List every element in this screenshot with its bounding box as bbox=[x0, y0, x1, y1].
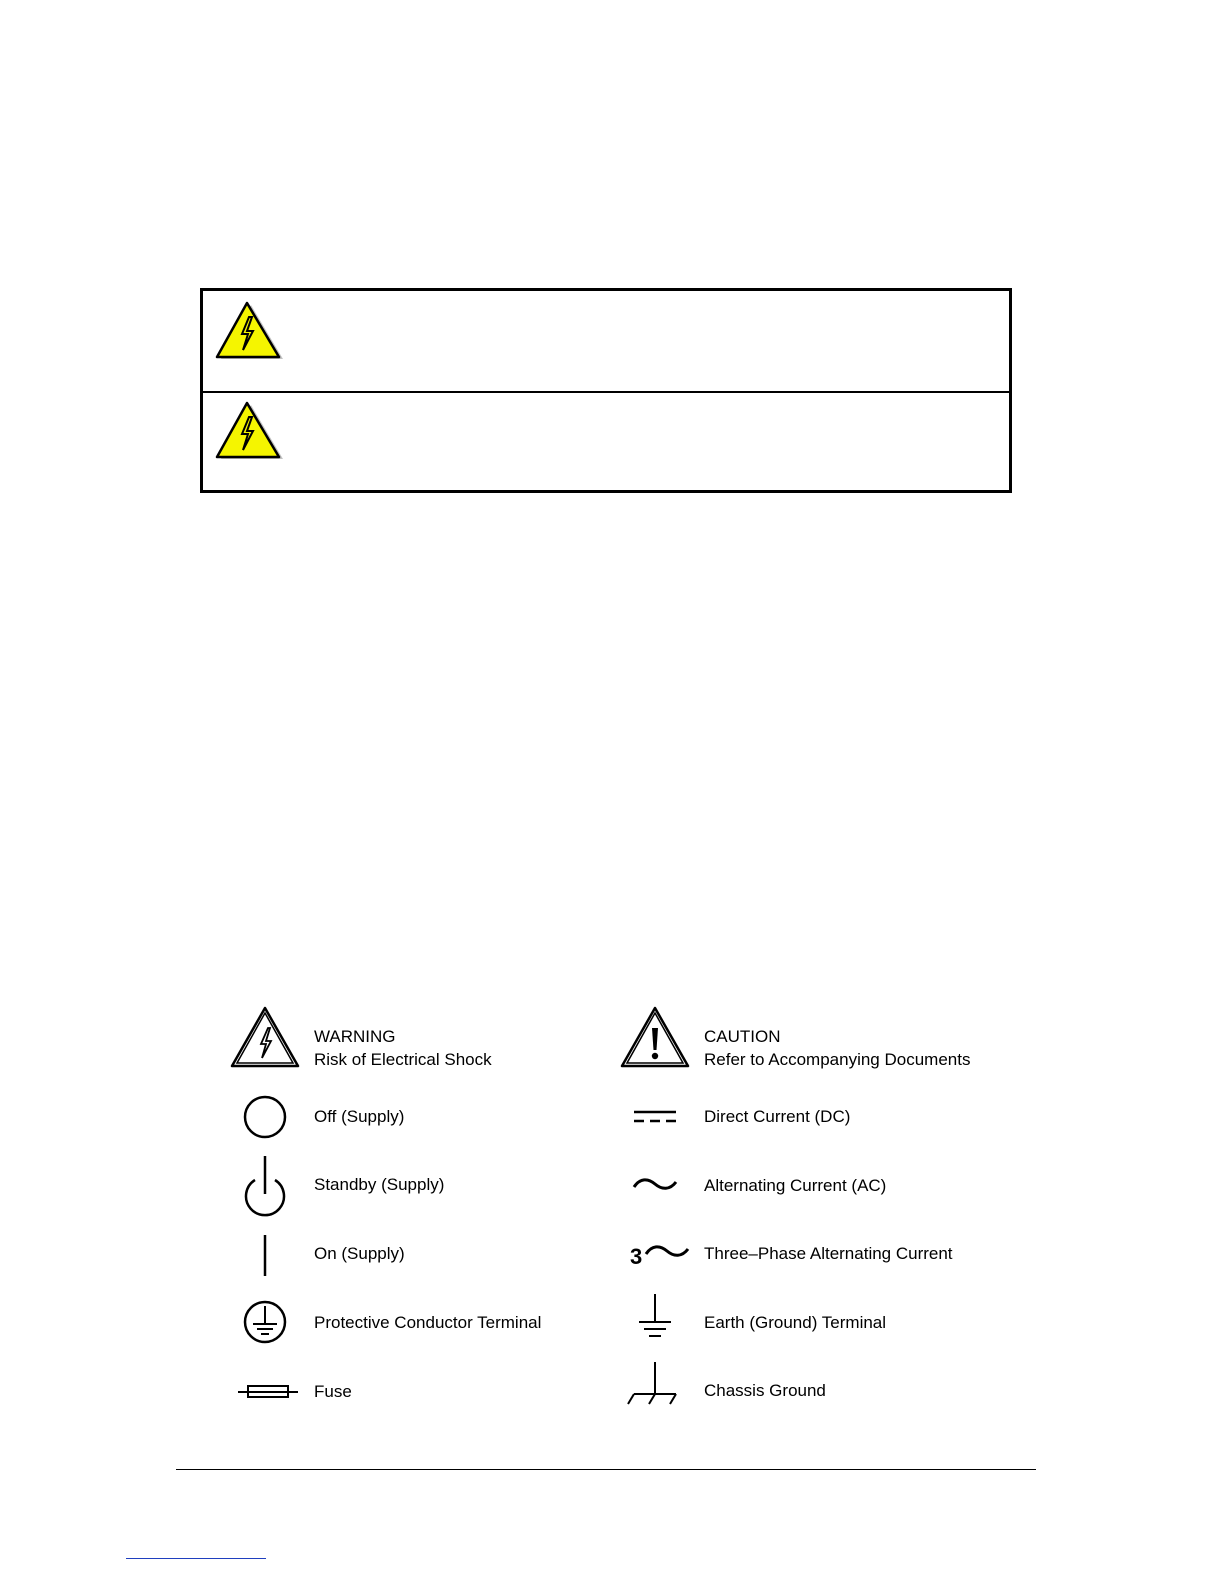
symbols-legend bbox=[228, 1004, 1008, 1424]
symbol-on bbox=[228, 1230, 598, 1294]
alternating-current-icon bbox=[618, 1154, 692, 1218]
standby-supply-icon bbox=[228, 1154, 302, 1218]
symbol-label: On (Supply) bbox=[314, 1244, 405, 1263]
on-supply-icon bbox=[228, 1230, 302, 1294]
footer-link[interactable] bbox=[126, 1536, 266, 1559]
symbol-label: Alternating Current (AC) bbox=[704, 1176, 887, 1195]
symbol-earth-ground bbox=[618, 1294, 1008, 1358]
direct-current-icon bbox=[618, 1090, 692, 1154]
caution-icon bbox=[618, 1004, 692, 1068]
off-supply-icon bbox=[228, 1090, 302, 1154]
warning-row bbox=[203, 291, 1009, 393]
symbol-label: CAUTION bbox=[704, 1027, 781, 1046]
chassis-ground-icon bbox=[618, 1360, 692, 1424]
symbol-label: Off (Supply) bbox=[314, 1107, 405, 1126]
symbol-direct-current bbox=[618, 1090, 1008, 1154]
symbol-sublabel: Refer to Accompanying Documents bbox=[704, 1050, 971, 1069]
three-phase-glyph: 3 bbox=[630, 1244, 643, 1269]
symbol-warning bbox=[228, 1004, 598, 1068]
high-voltage-warning-icon bbox=[213, 401, 285, 465]
high-voltage-warning-icon bbox=[213, 301, 285, 365]
symbol-label: Direct Current (DC) bbox=[704, 1107, 851, 1126]
symbol-label: Standby (Supply) bbox=[314, 1175, 445, 1194]
earth-ground-icon bbox=[618, 1294, 692, 1358]
symbol-caution bbox=[618, 1004, 1008, 1068]
fuse-icon bbox=[228, 1366, 302, 1430]
three-phase-ac-icon bbox=[618, 1230, 692, 1294]
warning-row bbox=[203, 395, 1009, 490]
symbol-label: Protective Conductor Terminal bbox=[314, 1313, 542, 1332]
symbol-label: WARNING bbox=[314, 1027, 396, 1046]
symbol-protective-conductor bbox=[228, 1298, 598, 1362]
symbol-label: Fuse bbox=[314, 1382, 352, 1401]
footer-rule bbox=[176, 1469, 1036, 1470]
symbol-label: Three–Phase Alternating Current bbox=[704, 1244, 953, 1263]
warning-box bbox=[200, 288, 1012, 493]
symbol-alternating-current bbox=[618, 1154, 1008, 1218]
protective-conductor-icon bbox=[228, 1298, 302, 1362]
symbol-sublabel: Risk of Electrical Shock bbox=[314, 1050, 492, 1069]
symbol-chassis-ground bbox=[618, 1360, 1008, 1424]
symbol-standby bbox=[228, 1154, 598, 1218]
symbol-off bbox=[228, 1090, 598, 1154]
symbol-label: Chassis Ground bbox=[704, 1381, 826, 1400]
symbol-fuse bbox=[228, 1366, 598, 1430]
symbol-three-phase bbox=[618, 1230, 1008, 1294]
electrical-shock-warning-icon bbox=[228, 1004, 302, 1068]
symbol-label: Earth (Ground) Terminal bbox=[704, 1313, 887, 1332]
